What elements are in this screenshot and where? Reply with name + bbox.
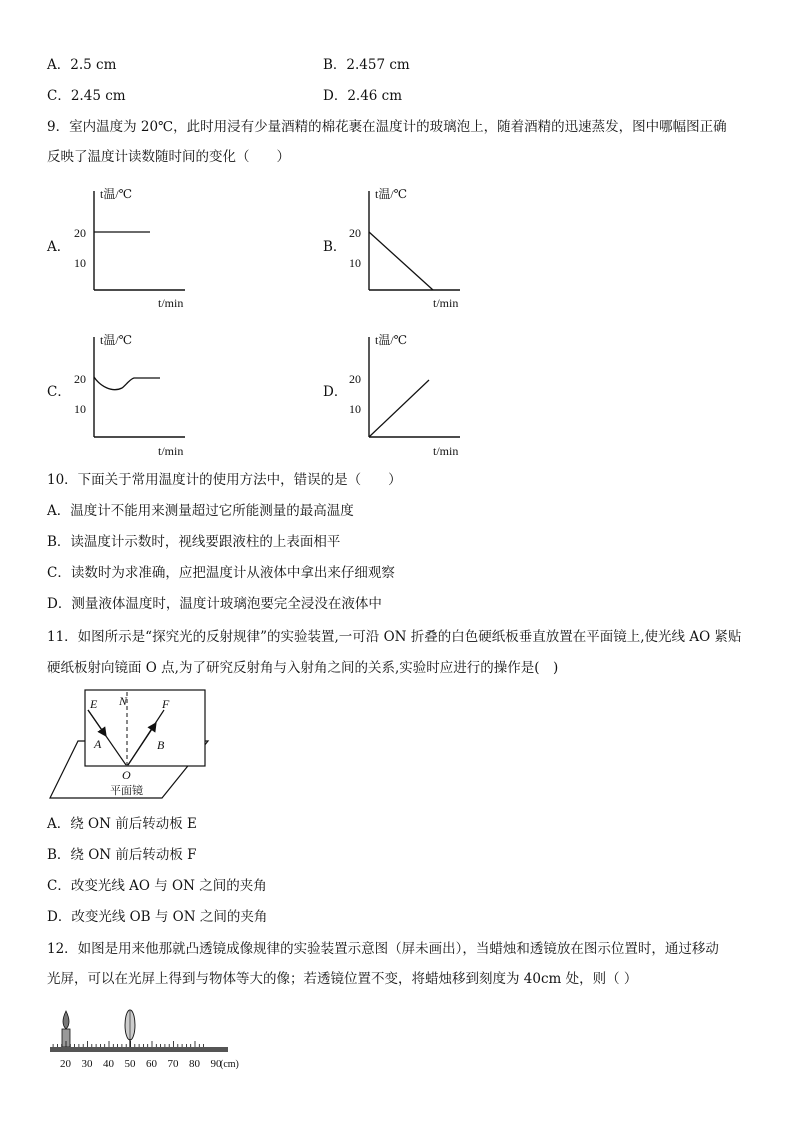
tick-20: 20: [349, 226, 361, 240]
label-e: E: [90, 697, 98, 711]
tick-20: 20: [349, 372, 361, 386]
q9-graph-d: [345, 331, 475, 456]
q9-graph-a: [70, 185, 200, 310]
ruler-ticks: [53, 1041, 204, 1047]
q11-reflection-figure: [50, 688, 220, 803]
temperature-line: [369, 380, 429, 437]
q11-stem-line2: 硬纸板射向镜面 O 点,为了研究反射角与入射角之间的关系,实验时应进行的操作是( ): [47, 660, 559, 676]
label-n: N: [119, 694, 128, 708]
x-axis-label: t/min: [433, 296, 459, 310]
ruler-label-90: 90: [210, 1058, 222, 1070]
q9-graph-a-letter: A．: [47, 239, 71, 255]
ruler-labels: [60, 1058, 222, 1070]
q10-stem: 10．下面关于常用温度计的使用方法中，错误的是（ ）: [47, 472, 402, 488]
q10-option-c: C．读数时为求准确，应把温度计从液体中拿出来仔细观察: [47, 565, 395, 581]
q9-graph-c: [70, 331, 200, 456]
q8-option-d: D．2.46 cm: [323, 88, 403, 104]
ruler-label-80: 80: [189, 1058, 200, 1070]
q9-stem-line2: 反映了温度计读数随时间的变化（ ）: [47, 149, 290, 165]
label-a: A: [94, 737, 102, 751]
q12-stem-line2: 光屏，可以在光屏上得到与物体等大的像；若透镜位置不变，将蜡烛移到刻度为 40cm 处，则（ ）: [47, 971, 638, 987]
y-axis-label: t温/℃: [375, 187, 408, 201]
q8-option-b: B．2.457 cm: [323, 57, 410, 73]
q10-option-a: A．温度计不能用来测量超过它所能测量的最高温度: [47, 503, 354, 519]
q10-option-b: B．读温度计示数时，视线要跟液柱的上表面相平: [47, 534, 341, 550]
q9-graph-d-letter: D．: [323, 384, 348, 400]
tick-20: 20: [74, 372, 86, 386]
cardboard: [85, 690, 205, 766]
label-f: F: [162, 697, 170, 711]
ruler-label-30: 30: [81, 1058, 93, 1070]
x-axis-label: t/min: [158, 444, 184, 458]
ruler-unit: (cm): [220, 1059, 239, 1070]
q11-option-a: A．绕 ON 前后转动板 E: [47, 816, 197, 832]
q9-graph-b-letter: B．: [323, 239, 347, 255]
label-mirror: 平面镜: [110, 784, 143, 797]
ruler-label-50: 50: [124, 1058, 136, 1070]
q12-stem-line1: 12．如图是用来他那就凸透镜成像规律的实验装置示意图（屏未画出），当蜡烛和透镜放在图示位置时，通过移动: [47, 941, 719, 957]
ruler-bar: [50, 1047, 228, 1052]
ruler-label-40: 40: [103, 1058, 114, 1070]
q9-graph-c-letter: C．: [47, 384, 71, 400]
y-axis-label: t温/℃: [375, 333, 408, 347]
q9-graph-b: [345, 185, 475, 310]
q11-option-d: D．改变光线 OB 与 ON 之间的夹角: [47, 909, 268, 925]
q9-stem-line1: 9．室内温度为 20℃，此时用浸有少量酒精的棉花裹在温度计的玻璃泡上，随着酒精的迅速蒸发，图中哪幅图正确: [47, 119, 727, 135]
q8-option-a: A．2.5 cm: [47, 57, 117, 73]
q11-option-b: B．绕 ON 前后转动板 F: [47, 847, 197, 863]
x-axis-label: t/min: [158, 296, 184, 310]
tick-10: 10: [74, 256, 86, 270]
temperature-curve: [94, 377, 160, 390]
ruler-label-70: 70: [167, 1058, 179, 1070]
q11-option-c: C．改变光线 AO 与 ON 之间的夹角: [47, 878, 267, 894]
tick-10: 10: [349, 256, 361, 270]
x-axis-label: t/min: [433, 444, 459, 458]
tick-20: 20: [74, 226, 86, 240]
q8-option-c: C．2.45 cm: [47, 88, 126, 104]
convex-lens: [125, 1010, 135, 1047]
ruler-label-60: 60: [146, 1058, 157, 1070]
temperature-line: [369, 232, 433, 290]
y-axis-label: t温/℃: [100, 333, 133, 347]
label-o: O: [122, 768, 131, 782]
label-b: B: [157, 738, 165, 752]
tick-10: 10: [74, 402, 86, 416]
q12-optical-bench: [48, 1005, 248, 1075]
ruler-label-20: 20: [60, 1058, 71, 1070]
tick-10: 10: [349, 402, 361, 416]
y-axis-label: t温/℃: [100, 187, 133, 201]
q11-stem-line1: 11．如图所示是“探究光的反射规律”的实验装置,一可沿 ON 折叠的白色硬纸板垂直放置在平面镜上,使光线 AO 紧贴: [47, 629, 742, 645]
q10-option-d: D．测量液体温度时，温度计玻璃泡要完全浸没在液体中: [47, 596, 382, 612]
